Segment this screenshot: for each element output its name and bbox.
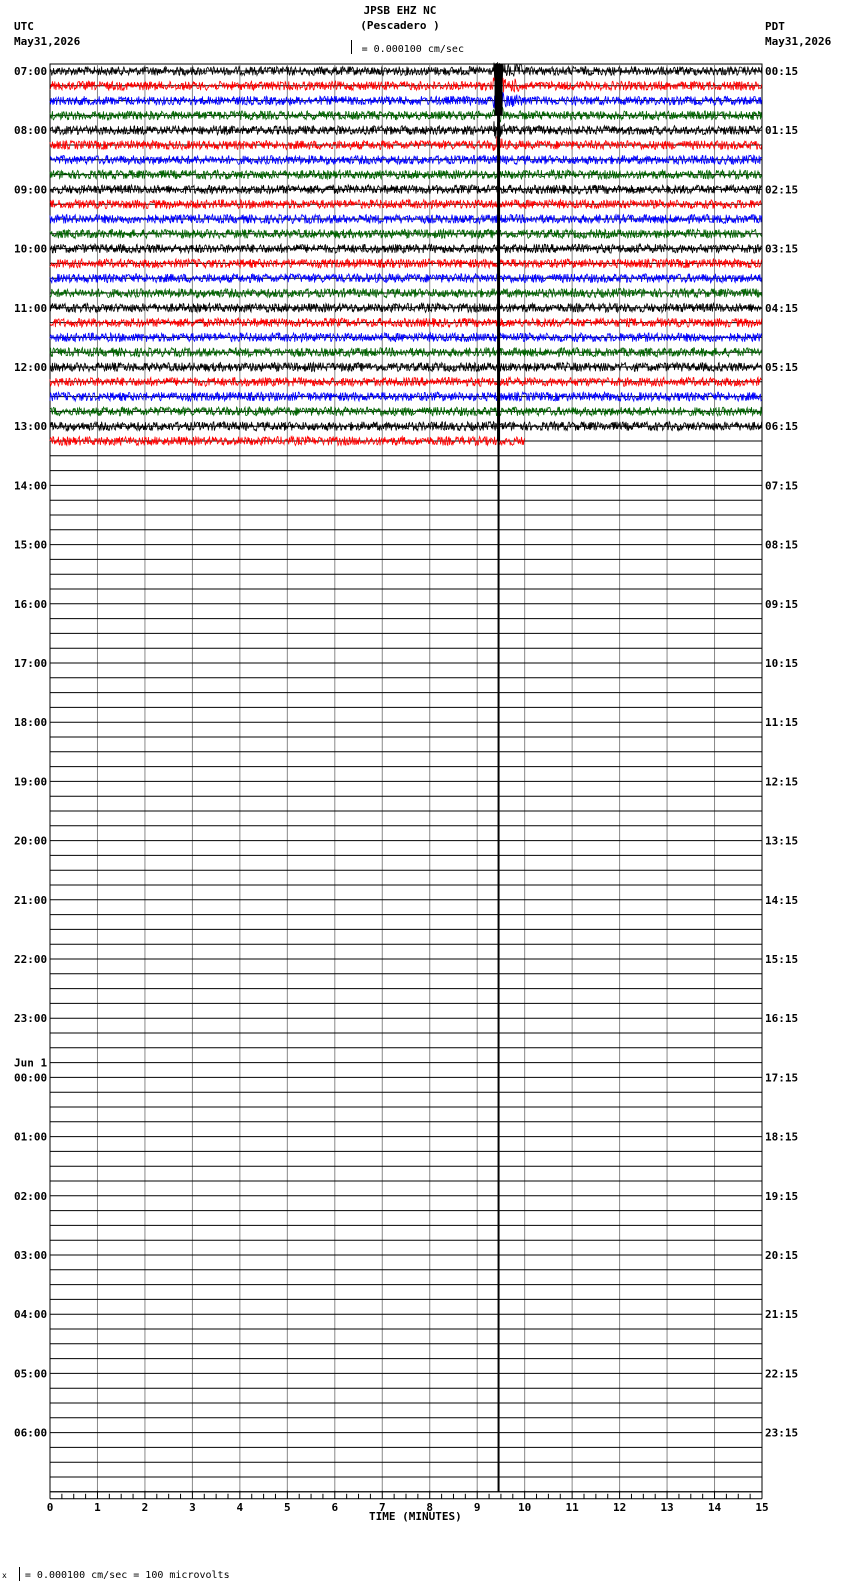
left-hour-label: 13:00 xyxy=(14,420,48,434)
left-hour-label: 16:00 xyxy=(14,597,48,611)
left-hour-label: 15:00 xyxy=(14,538,48,552)
left-hour-label: 04:00 xyxy=(14,1308,48,1322)
right-hour-label: 01:15 xyxy=(765,124,799,138)
seismic-trace xyxy=(50,377,762,386)
right-hour-label: 11:15 xyxy=(765,716,799,730)
seismic-trace xyxy=(50,106,762,121)
event-spike xyxy=(495,64,503,115)
left-hour-label: 19:00 xyxy=(14,775,48,789)
x-tick-label: 1 xyxy=(94,1500,101,1514)
left-hour-label: 00:00 xyxy=(14,1071,48,1085)
station-location: (Pescadero ) xyxy=(360,19,440,32)
left-hour-label: 09:00 xyxy=(14,183,48,197)
seismic-trace xyxy=(50,155,762,164)
scale-marker-icon: x xyxy=(2,1571,7,1580)
right-hour-label: 22:15 xyxy=(765,1367,799,1381)
left-hour-label: 05:00 xyxy=(14,1367,48,1381)
seismic-trace xyxy=(50,62,762,78)
x-tick-label: 10 xyxy=(518,1500,532,1514)
right-hour-label: 16:15 xyxy=(765,1012,799,1026)
right-hour-label: 09:15 xyxy=(765,597,799,611)
right-hour-label: 13:15 xyxy=(765,834,799,848)
x-tick-label: 8 xyxy=(426,1500,434,1514)
left-hour-label: 03:00 xyxy=(14,1249,48,1262)
right-hour-label: 02:15 xyxy=(765,183,799,197)
scale-text-top: = 0.000100 cm/sec xyxy=(361,44,464,55)
right-hour-label: 08:15 xyxy=(765,538,799,552)
x-tick-label: 9 xyxy=(473,1500,481,1514)
right-hour-label: 07:15 xyxy=(765,479,799,493)
seismic-trace xyxy=(50,215,762,224)
right-hour-label: 15:15 xyxy=(765,953,799,966)
date-change-label: Jun 1 xyxy=(14,1056,48,1070)
right-hour-label: 23:15 xyxy=(765,1426,799,1440)
right-hour-label: 17:15 xyxy=(765,1071,799,1085)
left-hour-label: 02:00 xyxy=(14,1189,48,1203)
right-hour-label: 12:15 xyxy=(765,775,799,789)
left-hour-label: 06:00 xyxy=(14,1426,48,1440)
scale-bar-bottom-icon xyxy=(19,1567,25,1581)
right-hour-label: 10:15 xyxy=(765,657,799,670)
right-hour-label: 20:15 xyxy=(765,1249,799,1262)
x-tick-label: 2 xyxy=(141,1500,149,1514)
x-tick-label: 3 xyxy=(189,1500,196,1514)
left-date: May31,2026 xyxy=(14,35,81,48)
left-hour-label: 17:00 xyxy=(14,657,48,670)
right-timezone: PDT xyxy=(765,20,785,33)
left-hour-label: 23:00 xyxy=(14,1012,48,1026)
left-hour-label: 22:00 xyxy=(14,953,48,966)
right-hour-label: 21:15 xyxy=(765,1308,799,1322)
x-axis-title: TIME (MINUTES) xyxy=(369,1510,462,1523)
x-tick-label: 14 xyxy=(707,1500,722,1514)
seismic-trace xyxy=(50,244,762,253)
scale-bar-bottom xyxy=(2,1564,230,1582)
x-tick-label: 6 xyxy=(331,1500,339,1514)
left-timezone: UTC xyxy=(14,20,34,33)
right-hour-label: 00:15 xyxy=(765,65,799,78)
left-hour-label: 01:00 xyxy=(14,1130,48,1144)
right-hour-label: 14:15 xyxy=(765,893,799,907)
right-hour-label: 19:15 xyxy=(765,1189,799,1203)
scale-text-bottom: = 0.000100 cm/sec = 100 microvolts xyxy=(24,1570,230,1581)
x-tick-label: 7 xyxy=(378,1500,386,1514)
left-hour-label: 07:00 xyxy=(14,65,48,78)
x-tick-label: 11 xyxy=(565,1500,579,1514)
right-hour-label: 06:15 xyxy=(765,420,799,434)
left-hour-label: 18:00 xyxy=(14,716,48,730)
x-tick-label: 4 xyxy=(236,1500,244,1514)
left-hour-label: 08:00 xyxy=(14,124,48,138)
right-hour-label: 03:15 xyxy=(765,242,799,256)
left-hour-label: 14:00 xyxy=(14,479,48,493)
x-tick-label: 15 xyxy=(755,1500,769,1514)
seismic-trace xyxy=(50,229,762,238)
seismic-trace xyxy=(50,185,762,194)
left-hour-label: 21:00 xyxy=(14,893,48,907)
seismic-trace xyxy=(50,200,762,209)
station-title: JPSB EHZ NC xyxy=(363,4,437,17)
left-hour-label: 11:00 xyxy=(14,301,48,315)
left-hour-label: 20:00 xyxy=(14,834,48,848)
right-date: May31,2026 xyxy=(765,35,832,48)
x-tick-label: 5 xyxy=(284,1500,291,1514)
left-hour-label: 10:00 xyxy=(14,242,48,256)
x-tick-label: 13 xyxy=(660,1500,674,1514)
x-tick-label: 0 xyxy=(46,1500,54,1514)
right-hour-label: 05:15 xyxy=(765,361,799,374)
right-hour-label: 04:15 xyxy=(765,301,799,315)
x-tick-label: 12 xyxy=(612,1500,627,1514)
right-hour-label: 18:15 xyxy=(765,1130,799,1144)
left-hour-label: 12:00 xyxy=(14,361,48,374)
